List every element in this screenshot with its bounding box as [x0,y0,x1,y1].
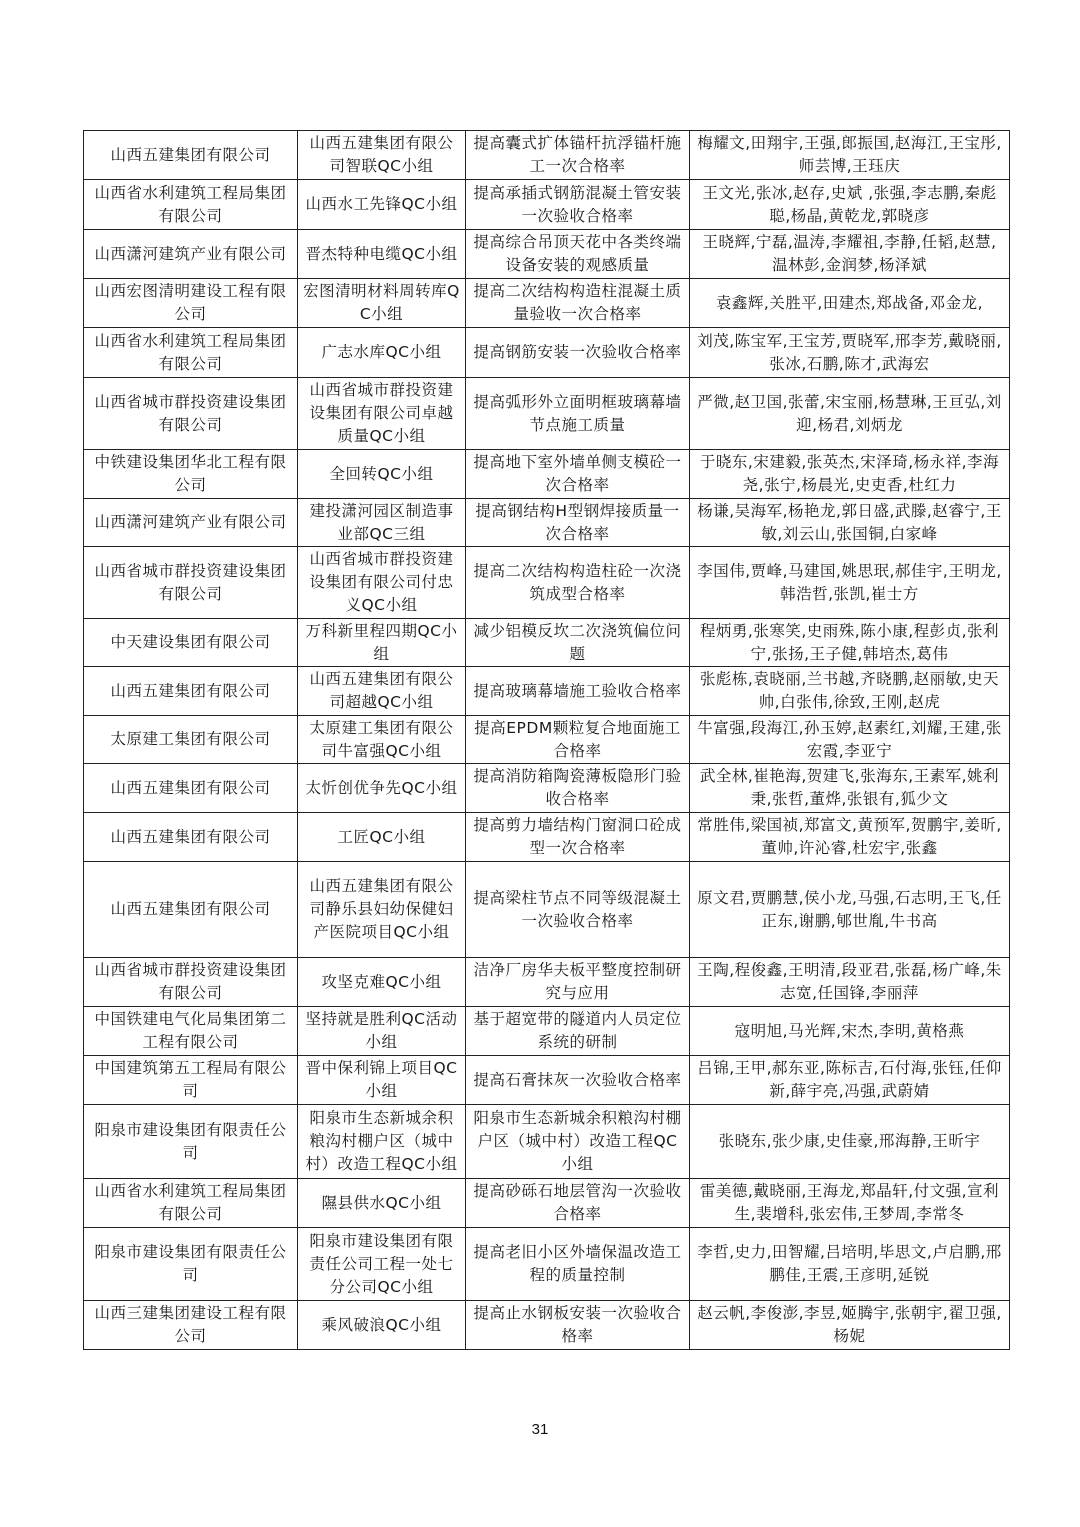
team-cell: 晋中保利锦上项目QC小组 [298,1056,466,1105]
topic-cell: 提高玻璃幕墙施工验收合格率 [466,667,690,716]
company-cell: 山西省城市群投资建设集团有限公司 [84,378,298,450]
table-row [84,499,1010,547]
company-cell: 中国铁建电气化局集团第二工程有限公司 [84,1007,298,1056]
topic-cell: 提高综合吊顶天花中各类终端设备安装的观感质量 [466,230,690,279]
table-row [84,958,1010,1007]
members-cell: 王晓辉,宁磊,温涛,李耀祖,李静,任韬,赵慧,温林彭,金润梦,杨泽斌 [690,230,1010,279]
members-cell: 程炳勇,张寒笑,史雨殊,陈小康,程彭贞,张利宁,张扬,王子健,韩培杰,葛伟 [690,619,1010,667]
team-cell: 乘风破浪QC小组 [298,1301,466,1350]
team-cell: 工匠QC小组 [298,813,466,862]
table-row [84,547,1010,619]
team-cell: 宏图清明材料周转库QC小组 [298,279,466,328]
company-cell: 中铁建设集团华北工程有限公司 [84,450,298,499]
team-cell: 阳泉市建设集团有限责任公司工程一处七分公司QC小组 [298,1228,466,1301]
topic-cell: 提高弧形外立面明框玻璃幕墙节点施工质量 [466,378,690,450]
qc-table-body [84,131,1010,1350]
topic-cell: 提高砂砾石地层管沟一次验收合格率 [466,1179,690,1228]
table-row [84,230,1010,279]
team-cell: 山西水工先锋QC小组 [298,180,466,230]
team-cell: 建投潇河园区制造事业部QC三组 [298,499,466,547]
table-row [84,1301,1010,1350]
members-cell: 原文君,贾鹏慧,侯小龙,马强,石志明,王飞,任正东,谢鹏,郇世胤,牛书高 [690,862,1010,958]
members-cell: 寇明旭,马光辉,宋杰,李明,黄格燕 [690,1007,1010,1056]
members-cell: 李哲,史力,田智耀,吕培明,毕思文,卢启鹏,邢鹏佳,王震,王彦明,延锐 [690,1228,1010,1301]
company-cell: 山西潇河建筑产业有限公司 [84,230,298,279]
table-row [84,1007,1010,1056]
table-row [84,1056,1010,1105]
company-cell: 山西省城市群投资建设集团有限公司 [84,547,298,619]
members-cell: 张晓东,张少康,史佳豪,邢海静,王昕宇 [690,1105,1010,1179]
table-row [84,667,1010,716]
members-cell: 吕锦,王甲,郝东亚,陈标吉,石付海,张钰,任仰新,薛宇亮,冯强,武蔚婧 [690,1056,1010,1105]
company-cell: 阳泉市建设集团有限责任公司 [84,1105,298,1179]
table-row [84,862,1010,958]
company-cell: 山西省城市群投资建设集团有限公司 [84,958,298,1007]
page-number: 31 [531,1421,549,1438]
members-cell: 张彪栋,袁晓丽,兰书越,齐晓鹏,赵丽敏,史天帅,白张伟,徐致,王刚,赵虎 [690,667,1010,716]
members-cell: 严微,赵卫国,张蕾,宋宝丽,杨慧琳,王亘弘,刘迎,杨君,刘炳龙 [690,378,1010,450]
company-cell: 中天建设集团有限公司 [84,619,298,667]
table-row [84,378,1010,450]
company-cell: 山西省水利建筑工程局集团有限公司 [84,1179,298,1228]
team-cell: 太忻创优争先QC小组 [298,764,466,813]
team-cell: 山西五建集团有限公司智联QC小组 [298,131,466,180]
team-cell: 坚持就是胜利QC活动小组 [298,1007,466,1056]
qc-awards-table [83,130,1010,1350]
members-cell: 牛富强,段海江,孙玉婷,赵素红,刘耀,王建,张宏霞,李亚宁 [690,716,1010,764]
team-cell: 攻坚克难QC小组 [298,958,466,1007]
members-cell: 袁鑫辉,关胜平,田建杰,郑战备,邓金龙, [690,279,1010,328]
company-cell: 山西五建集团有限公司 [84,131,298,180]
company-cell: 山西三建集团建设工程有限公司 [84,1301,298,1350]
table-row [84,328,1010,378]
topic-cell: 提高二次结构构造柱混凝土质量验收一次合格率 [466,279,690,328]
table-row [84,450,1010,499]
team-cell: 隰县供水QC小组 [298,1179,466,1228]
team-cell: 山西省城市群投资建设集团有限公司卓越质量QC小组 [298,378,466,450]
topic-cell: 提高承插式钢筋混凝土管安装一次验收合格率 [466,180,690,230]
members-cell: 梅耀文,田翔宇,王强,郎振国,赵海江,王宝彤,师芸博,王珏庆 [690,131,1010,180]
company-cell: 山西五建集团有限公司 [84,667,298,716]
topic-cell: 提高囊式扩体锚杆抗浮锚杆施工一次合格率 [466,131,690,180]
table-row [84,716,1010,764]
company-cell: 中国建筑第五工程局有限公司 [84,1056,298,1105]
members-cell: 杨谦,吴海军,杨艳龙,郭日盛,武滕,赵睿宁,王敏,刘云山,张国铜,白家峰 [690,499,1010,547]
topic-cell: 减少铝模反坎二次浇筑偏位问题 [466,619,690,667]
table-row [84,1105,1010,1179]
team-cell: 太原建工集团有限公司牛富强QC小组 [298,716,466,764]
table-row [84,1228,1010,1301]
members-cell: 李国伟,贾峰,马建国,姚思珉,郝佳宇,王明龙,韩浩哲,张凯,崔士方 [690,547,1010,619]
team-cell: 晋杰特种电缆QC小组 [298,230,466,279]
team-cell: 阳泉市生态新城余积粮沟村棚户区（城中村）改造工程QC小组 [298,1105,466,1179]
members-cell: 于晓东,宋建毅,张英杰,宋泽琦,杨永祥,李海尧,张宁,杨晨光,史吏香,杜红力 [690,450,1010,499]
topic-cell: 提高EPDM颗粒复合地面施工合格率 [466,716,690,764]
members-cell: 刘茂,陈宝军,王宝芳,贾晓军,邢李芳,戴晓丽,张冰,石鹏,陈才,武海宏 [690,328,1010,378]
topic-cell: 提高老旧小区外墙保温改造工程的质量控制 [466,1228,690,1301]
table-row [84,279,1010,328]
topic-cell: 阳泉市生态新城余积粮沟村棚户区（城中村）改造工程QC小组 [466,1105,690,1179]
table-row [84,764,1010,813]
table-row [84,180,1010,230]
table-row [84,619,1010,667]
table-row [84,813,1010,862]
members-cell: 王陶,程俊鑫,王明清,段亚君,张磊,杨广峰,朱志宽,任国锋,李丽萍 [690,958,1010,1007]
topic-cell: 提高地下室外墙单侧支模砼一次合格率 [466,450,690,499]
topic-cell: 提高石膏抹灰一次验收合格率 [466,1056,690,1105]
members-cell: 常胜伟,梁国祯,郑富文,黄预军,贺鹏宇,姜昕,董帅,许沁睿,杜宏宇,张鑫 [690,813,1010,862]
table-row [84,131,1010,180]
topic-cell: 提高止水钢板安装一次验收合格率 [466,1301,690,1350]
team-cell: 全回转QC小组 [298,450,466,499]
company-cell: 山西五建集团有限公司 [84,813,298,862]
members-cell: 王文光,张冰,赵存,史斌 ,张强,李志鹏,秦彪聪,杨晶,黄乾龙,郭晓彦 [690,180,1010,230]
company-cell: 太原建工集团有限公司 [84,716,298,764]
company-cell: 山西宏图清明建设工程有限公司 [84,279,298,328]
company-cell: 阳泉市建设集团有限责任公司 [84,1228,298,1301]
topic-cell: 基于超宽带的隧道内人员定位系统的研制 [466,1007,690,1056]
members-cell: 武全林,崔艳海,贺建飞,张海东,王素军,姚利秉,张哲,董烨,张银有,狐少文 [690,764,1010,813]
company-cell: 山西五建集团有限公司 [84,764,298,813]
topic-cell: 洁净厂房华夫板平整度控制研究与应用 [466,958,690,1007]
topic-cell: 提高消防箱陶瓷薄板隐形门验收合格率 [466,764,690,813]
company-cell: 山西省水利建筑工程局集团有限公司 [84,180,298,230]
team-cell: 广志水库QC小组 [298,328,466,378]
topic-cell: 提高钢结构H型钢焊接质量一次合格率 [466,499,690,547]
topic-cell: 提高剪力墙结构门窗洞口砼成型一次合格率 [466,813,690,862]
members-cell: 赵云帆,李俊澎,李昱,姬腾宇,张朝宇,翟卫强,杨妮 [690,1301,1010,1350]
team-cell: 山西五建集团有限公司超越QC小组 [298,667,466,716]
table-row [84,1179,1010,1228]
team-cell: 万科新里程四期QC小组 [298,619,466,667]
team-cell: 山西五建集团有限公司静乐县妇幼保健妇产医院项目QC小组 [298,862,466,958]
topic-cell: 提高钢筋安装一次验收合格率 [466,328,690,378]
members-cell: 雷美德,戴晓丽,王海龙,郑晶轩,付文强,宣利生,裴增科,张宏伟,王梦周,李常冬 [690,1179,1010,1228]
topic-cell: 提高二次结构构造柱砼一次浇筑成型合格率 [466,547,690,619]
company-cell: 山西省水利建筑工程局集团有限公司 [84,328,298,378]
topic-cell: 提高梁柱节点不同等级混凝土一次验收合格率 [466,862,690,958]
team-cell: 山西省城市群投资建设集团有限公司付忠义QC小组 [298,547,466,619]
company-cell: 山西五建集团有限公司 [84,862,298,958]
company-cell: 山西潇河建筑产业有限公司 [84,499,298,547]
